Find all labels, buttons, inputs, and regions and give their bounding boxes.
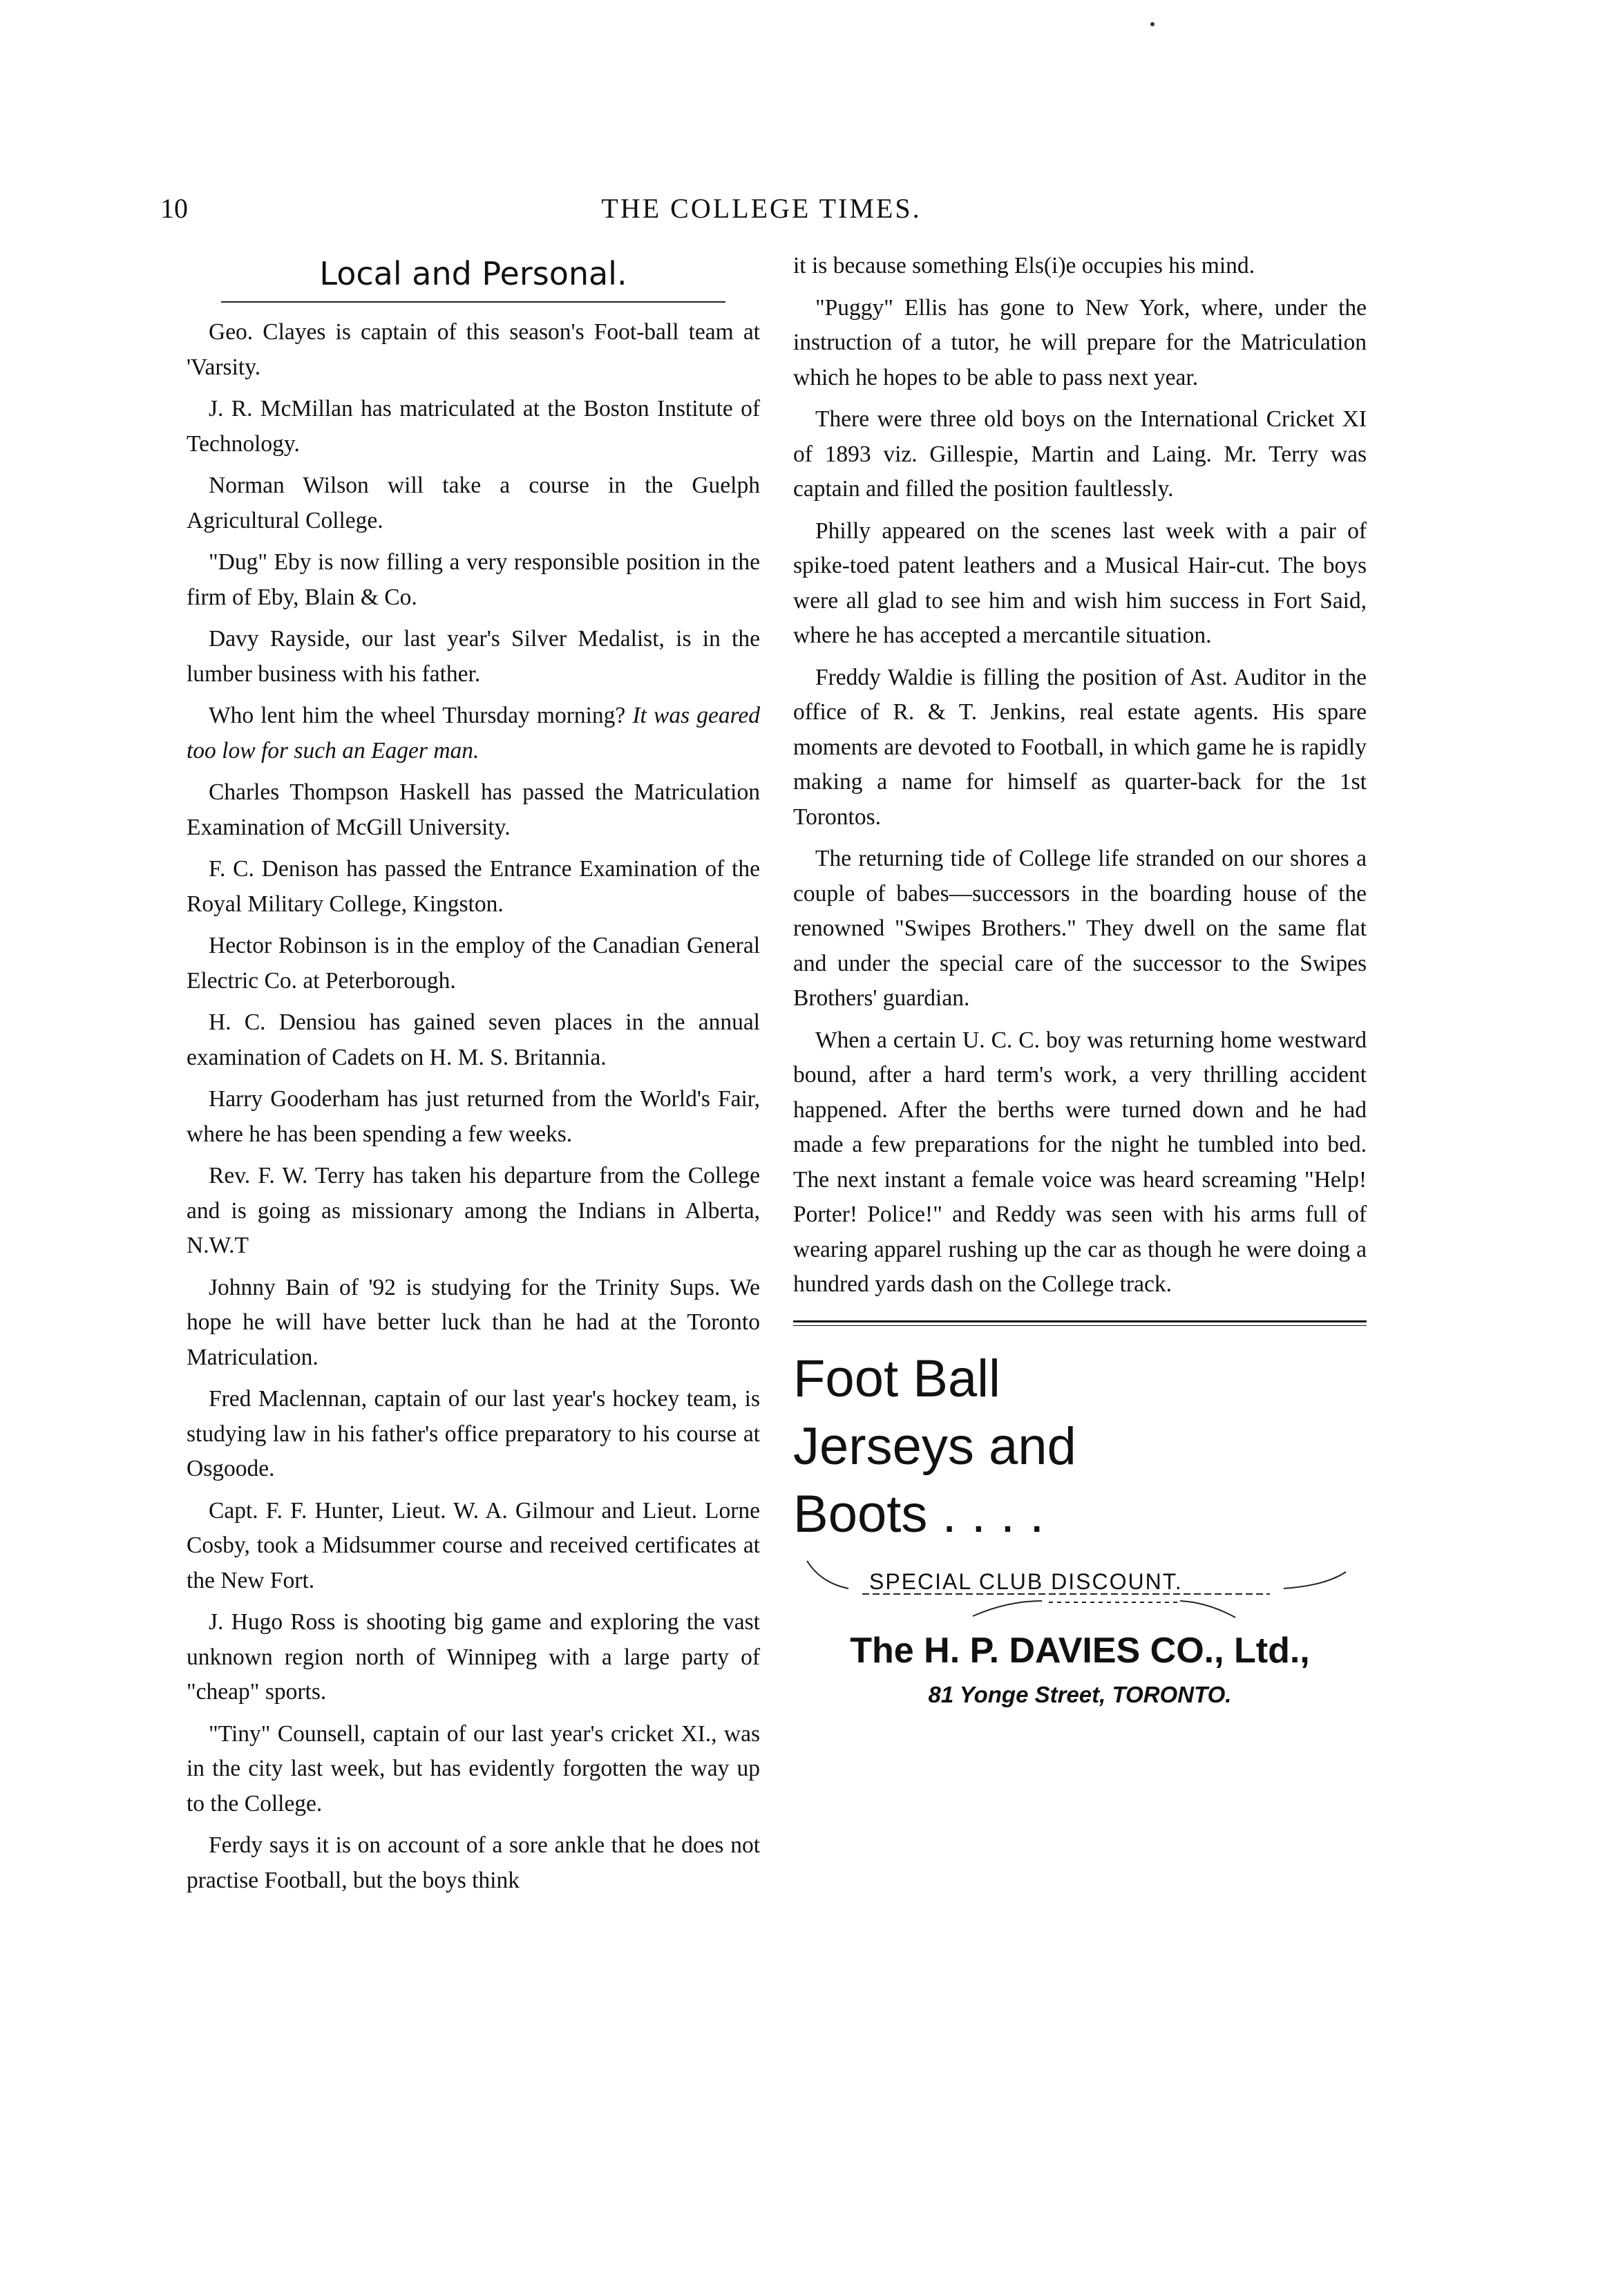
ad-headline-line-3: Boots . . . . [793, 1484, 1045, 1544]
stray-ink-dot [1150, 22, 1155, 26]
ad-discount-banner [793, 1555, 1367, 1619]
news-item-text: Davy Rayside, our last year's Silver Medalist, is in the lumber business with his father. [187, 626, 760, 687]
news-item-text: J. R. McMillan has matriculated at the Boston Institute of Technology. [187, 396, 760, 457]
page-number: 10 [160, 193, 188, 224]
news-item [793, 249, 1367, 284]
news-item [793, 842, 1367, 1016]
news-item [187, 852, 760, 922]
news-item-text: Ferdy says it is on account of a sore ankle that he does not practise Football, but the boys think [187, 1832, 760, 1893]
news-item-text: Hector Robinson is in the employ of the Canadian General Electric Co. at Peterborough. [187, 933, 760, 994]
news-item-italic-text: It was geared too low for such an Eager man. [187, 703, 760, 763]
news-item [187, 1382, 760, 1487]
news-item [187, 929, 760, 998]
news-item [187, 1717, 760, 1822]
advertisement-divider [793, 1320, 1367, 1326]
ad-company-address: 81 Yonge Street, TORONTO. [928, 1681, 1232, 1707]
ad-discount-text: SPECIAL CLUB DISCOUNT. [869, 1568, 1183, 1594]
news-item-text: Norman Wilson will take a course in the Guelph Agricultural College. [187, 473, 760, 533]
news-item-text: F. C. Denison has passed the Entrance Examination of the Royal Military College, Kingston. [187, 856, 760, 917]
news-item [187, 699, 760, 768]
right-column-paragraphs [793, 249, 1367, 1302]
news-item-text: "Dug" Eby is now filling a very responsible position in the firm of Eby, Blain & Co. [187, 549, 760, 610]
news-item-text: Charles Thompson Haskell has passed the Matriculation Examination of McGill University. [187, 779, 760, 840]
news-item-text: "Puggy" Ellis has gone to New York, where, under the instruction of a tutor, he will prepare for the Matriculation which he hopes to be able to pass next year. [793, 294, 1367, 390]
news-item [187, 1494, 760, 1599]
ad-headline-line-1: Foot Ball [793, 1349, 1000, 1408]
ad-company-name: The H. P. DAVIES CO., Ltd., [850, 1630, 1310, 1671]
news-item [187, 468, 760, 538]
news-item [187, 545, 760, 615]
news-item-text: "Tiny" Counsell, captain of our last year's cricket XI., was in the city last week, but has evidently forgotten the way up to the College. [187, 1720, 760, 1816]
news-item [187, 1159, 760, 1264]
page-header [160, 192, 1362, 234]
news-item-text: H. C. Densiou has gained seven places in the annual examination of Cadets on H. M. S. Britannia. [187, 1009, 760, 1070]
news-item-text: Rev. F. W. Terry has taken his departure from the College and is going as missionary among the Indians in Alberta, N.W.T [187, 1163, 760, 1258]
news-item [793, 661, 1367, 835]
right-column [793, 249, 1367, 1711]
news-item [793, 291, 1367, 396]
news-item-text: Freddy Waldie is filling the position of Ast. Auditor in the office of R. & T. Jenkins, real estate agents. His spare moments are devoted to Football, in which game he is rapidly making a name for himself as quarter-back for the 1st Torontos. [793, 664, 1367, 830]
news-item-text: Geo. Clayes is captain of this season's Foot-ball team at 'Varsity. [187, 319, 760, 380]
news-item-text: Who lent him the wheel Thursday morning? [209, 703, 626, 728]
news-item [187, 1828, 760, 1898]
advertisement [793, 1345, 1367, 1711]
section-divider [221, 301, 725, 303]
news-item [187, 622, 760, 692]
news-item [187, 392, 760, 462]
left-column-paragraphs [187, 315, 760, 1898]
news-item-text: The returning tide of College life stranded on our shores a couple of babes—successors in the boarding house of the renowned "Swipes Brothers." They dwell on the same flat and under the special care of the successor to the Swipes Brothers' guardian. [793, 846, 1367, 1011]
news-item [793, 514, 1367, 654]
news-item [187, 775, 760, 845]
news-item-text: Capt. F. F. Hunter, Lieut. W. A. Gilmour and Lieut. Lorne Cosby, took a Midsummer course and received certificates at the New Fort. [187, 1497, 760, 1593]
news-item-text: Philly appeared on the scenes last week with a pair of spike-toed patent leathers and a Musical Hair-cut. The boys were all glad to see him and wish him success in Fort Said, where he has accepted a mercantile situation. [793, 518, 1367, 648]
news-item [187, 1271, 760, 1376]
left-column [187, 249, 760, 1905]
running-head: THE COLLEGE TIMES. [601, 193, 922, 224]
news-item-text: When a certain U. C. C. boy was returning home westward bound, after a hard term's work, a very thrilling accident happened. After the berths were turned down and he had made a few preparations for the night he tumbled into bed. The next instant a female voice was heard screaming "Help! Porter! Police!" and Reddy was seen with his arms full of wearing apparel rushing up the car as though he were doing a hundred yards dash on the College track. [793, 1027, 1367, 1297]
ad-headline-line-2: Jerseys and [793, 1416, 1076, 1476]
section-title: Local and Personal. [319, 255, 627, 292]
news-item-text: Fred Maclennan, captain of our last year's hockey team, is studying law in his father's office preparatory to his course at Osgoode. [187, 1386, 760, 1481]
news-item [793, 402, 1367, 507]
news-item [187, 315, 760, 385]
news-item-text: Harry Gooderham has just returned from the World's Fair, where he has been spending a few weeks. [187, 1086, 760, 1147]
news-item [793, 1023, 1367, 1302]
news-item [187, 1082, 760, 1152]
news-item [187, 1005, 760, 1075]
news-item [187, 1605, 760, 1710]
news-item-text: it is because something Els(i)e occupies his mind. [793, 253, 1255, 278]
news-item-text: There were three old boys on the International Cricket XI of 1893 viz. Gillespie, Martin and Laing. Mr. Terry was captain and filled the position faultlessly. [793, 406, 1367, 502]
news-item-text: J. Hugo Ross is shooting big game and exploring the vast unknown region north of Winnipeg with a large party of "cheap" sports. [187, 1609, 760, 1705]
news-item-text: Johnny Bain of '92 is studying for the Trinity Sups. We hope he will have better luck than he had at the Toronto Matriculation. [187, 1274, 760, 1370]
